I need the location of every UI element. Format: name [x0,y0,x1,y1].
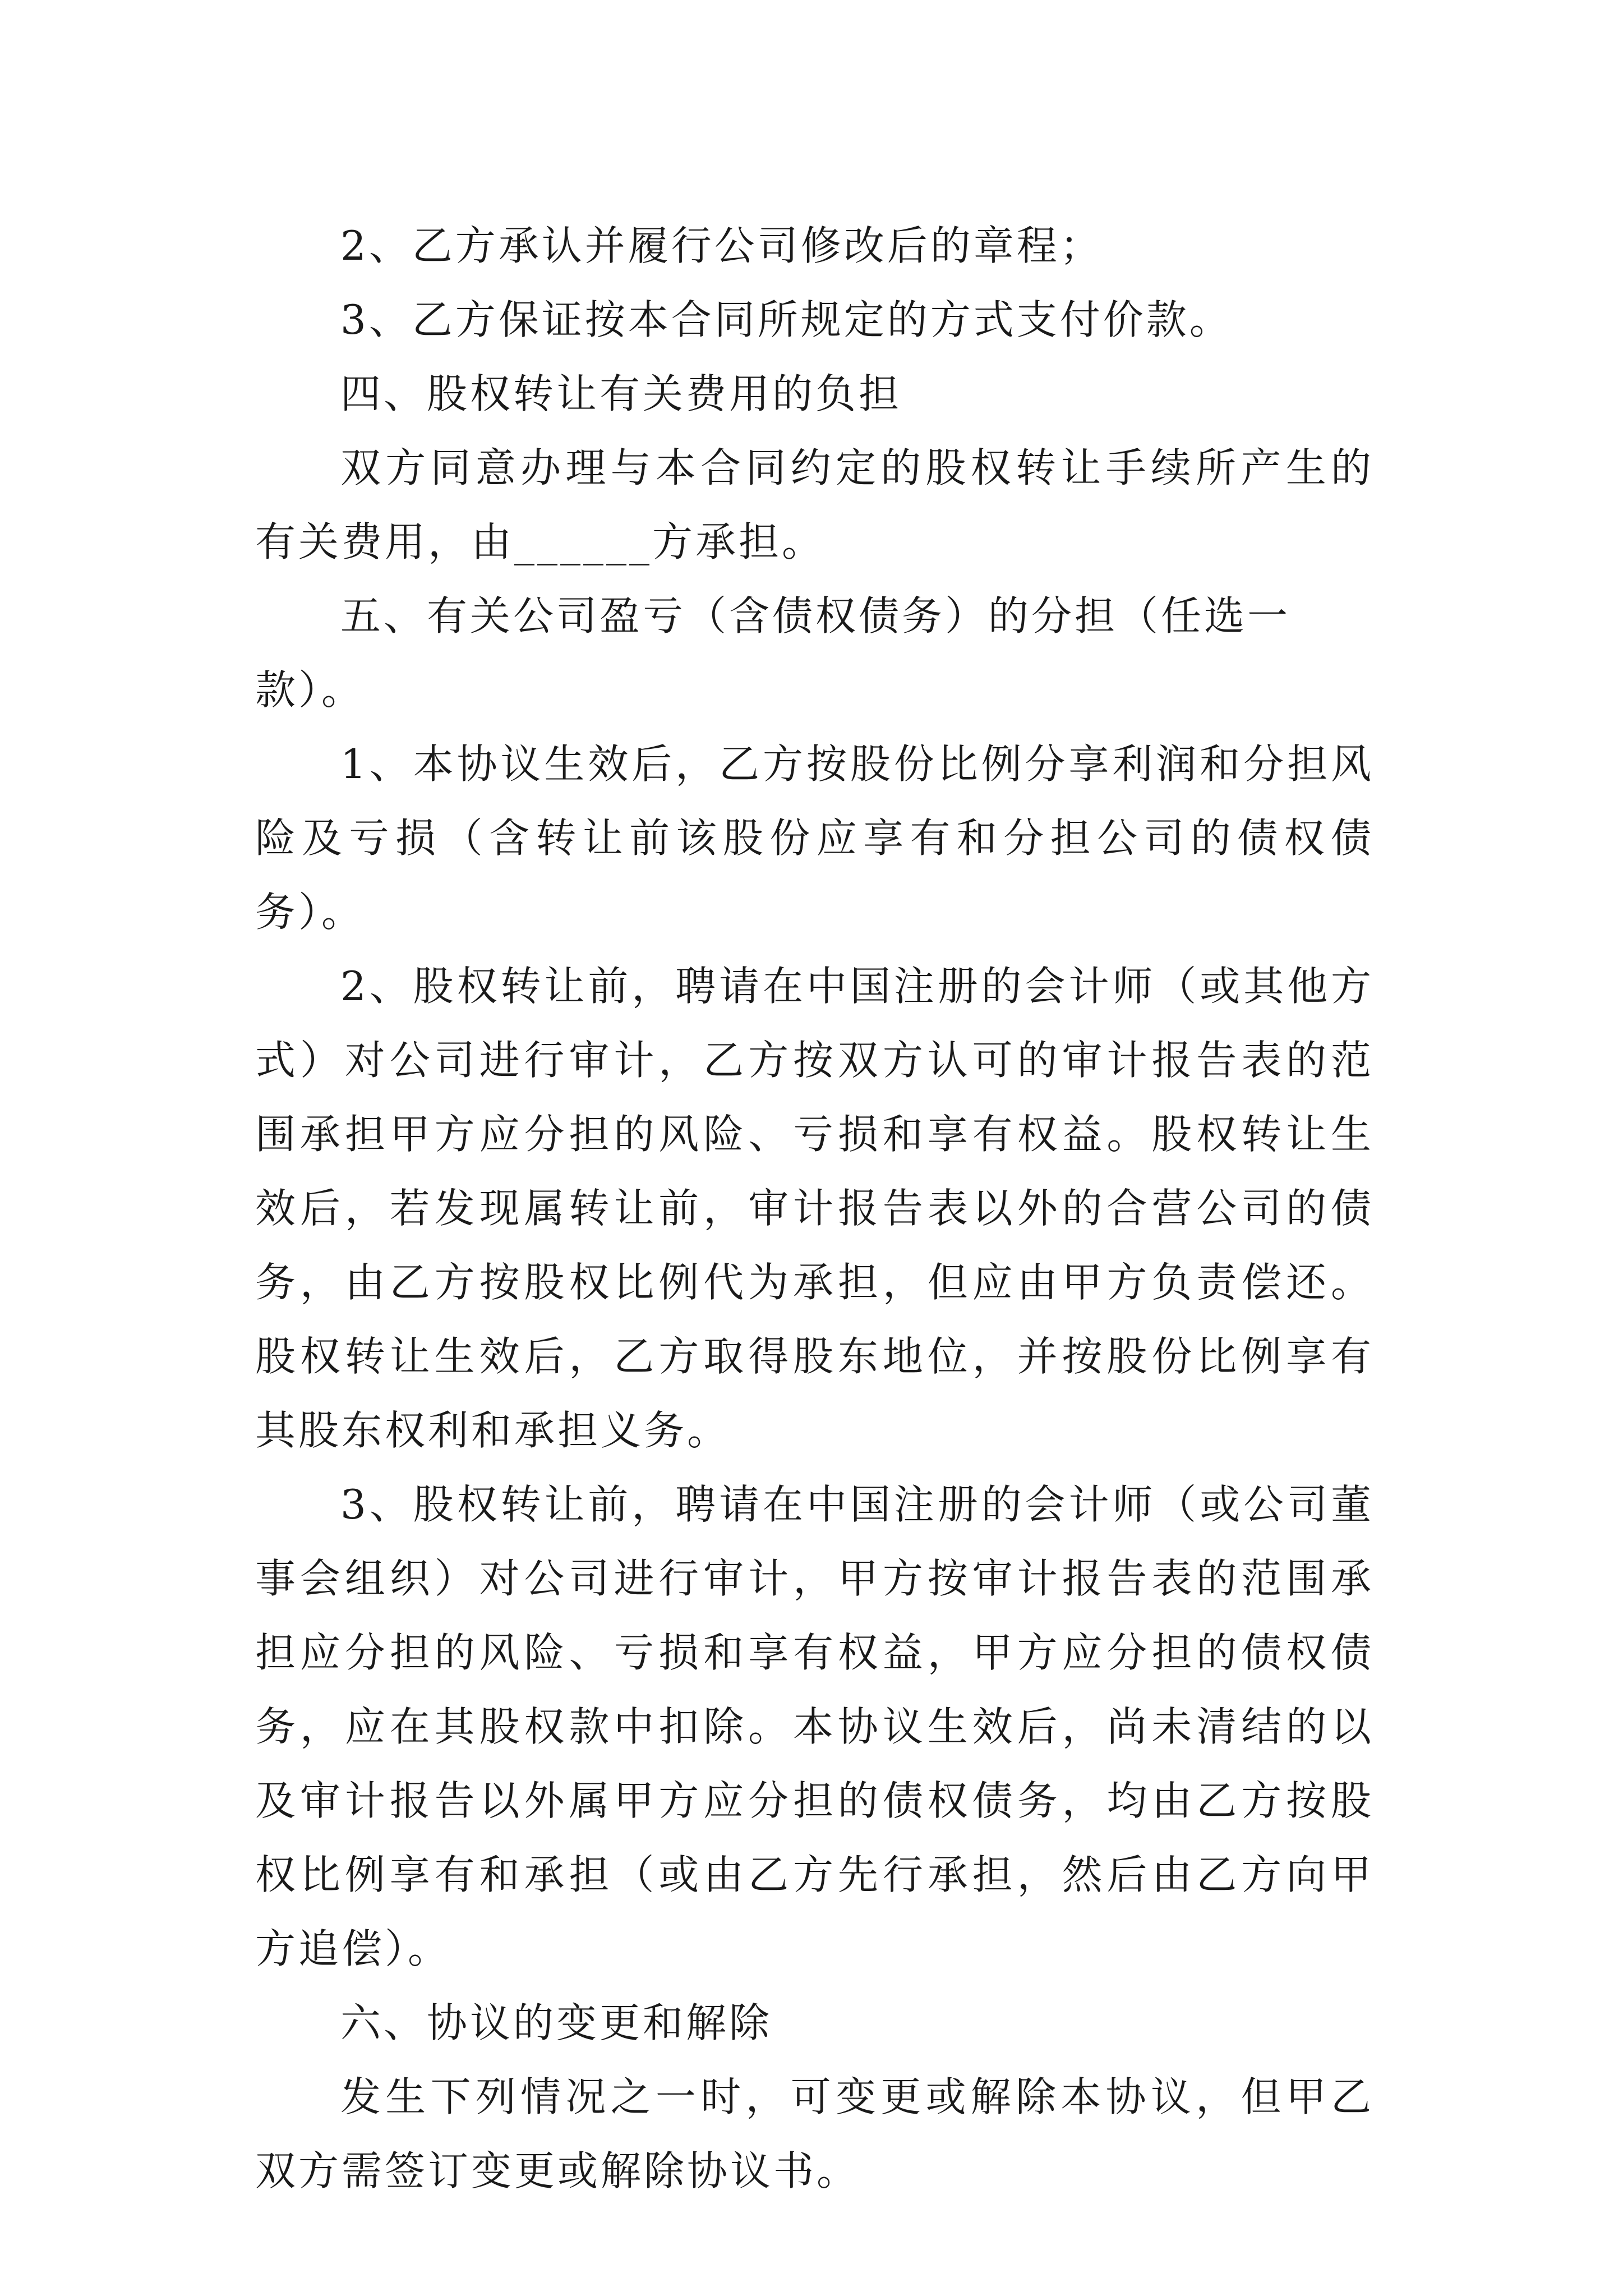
paragraph-fee-burden: 双方同意办理与本合同约定的股权转让手续所产生的有关费用，由______方承担。 [255,444,1374,565]
paragraph-change-termination: 发生下列情况之一时，可变更或解除本协议，但甲乙双方需签订变更或解除协议书。 [255,2073,1374,2194]
section-heading-5: 五、有关公司盈亏（含债权债务）的分担（任选一款）。 [255,592,1291,714]
paragraph-option-2: 2、股权转让前，聘请在中国注册的会计师（或其他方式）对公司进行审计，乙方按双方认可的审计报告表的范围承担甲方应分担的风险、亏损和享有权益。股权转让生效后，若发现属转让前，审计报告表以外的合营公司的债务，由乙方按股权比例代为承担，但应由甲方负责偿还。股权转让生效后，乙方取得股东地位，并按股份比例享有其股东权利和承担义务。 [255,963,1374,1454]
paragraph-item-2: 2、乙方承认并履行公司修改后的章程； [340,222,1103,269]
paragraph-option-1: 1、本协议生效后，乙方按股份比例分享利润和分担风险及亏损（含转让前该股份应享有和分担公司的债权债务）。 [255,740,1374,936]
paragraph-option-3: 3、股权转让前，聘请在中国注册的会计师（或公司董事会组织）对公司进行审计，甲方按审计报告表的范围承担应分担的风险、亏损和享有权益，甲方应分担的债权债务，应在其股权款中扣除。本协议生效后，尚未清结的以及审计报告以外属甲方应分担的债权债务，均由乙方按股权比例享有和承担（或由乙方先行承担，然后由乙方向甲方追偿）。 [255,1481,1374,1972]
section-heading-4: 四、股权转让有关费用的负担 [340,370,902,417]
section-heading-6: 六、协议的变更和解除 [340,1999,773,2046]
document-body [255,209,1374,2208]
paragraph-item-3: 3、乙方保证按本合同所规定的方式支付价款。 [340,296,1233,343]
